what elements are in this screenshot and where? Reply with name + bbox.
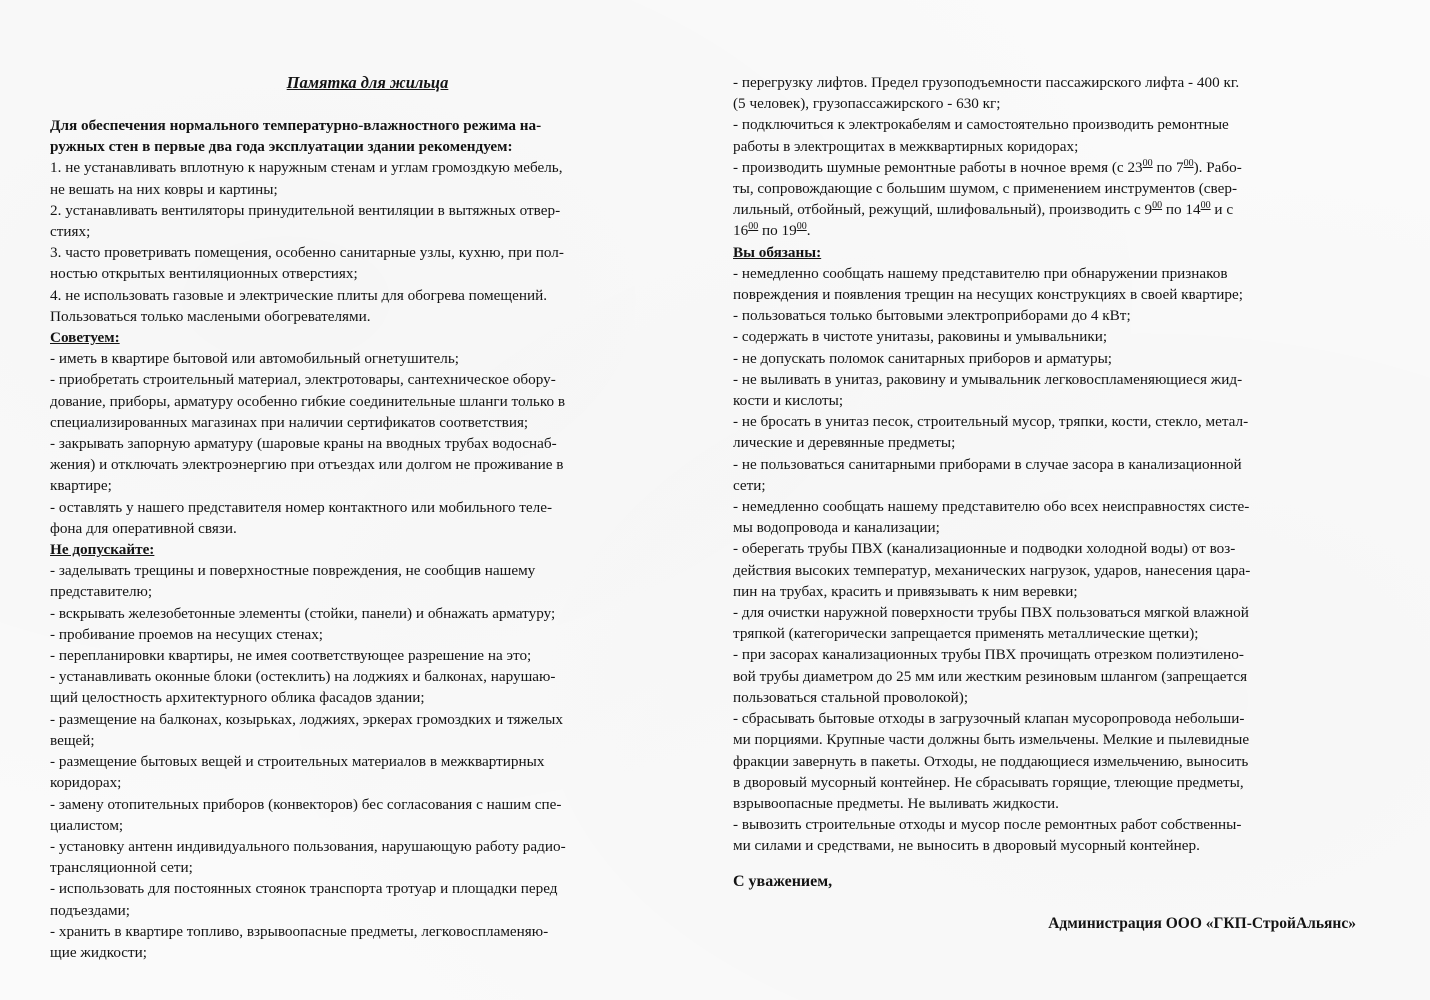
forbid-line: трансляционной сети;: [50, 859, 193, 877]
forbid-cont-line: - подключиться к электрокабелям и самостоятельно производить ремонтные: [733, 116, 1229, 134]
advise-line: - оставлять у нашего представителя номер контактного или мобильного теле-: [50, 498, 553, 516]
greeting: С уважением,: [733, 873, 833, 890]
must-line: - не бросать в унитаз песок, строительный мусор, тряпки, кости, стекло, метал-: [733, 413, 1249, 431]
noise-text: ). Рабо-: [1193, 158, 1242, 176]
must-line: лические и деревянные предметы;: [733, 434, 956, 452]
noise-text: .: [806, 222, 811, 240]
must-line: - немедленно сообщать нашему представителю обо всех неисправностях систе-: [733, 498, 1250, 516]
forbid-cont-line: - перегрузку лифтов. Предел грузоподъемности пассажирского лифта - 400 кг.: [733, 74, 1240, 91]
must-line: - пользоваться только бытовыми электроприборами до 4 кВт;: [733, 307, 1131, 325]
recommend-line: 3. часто проветривать помещения, особенно санитарные узлы, кухню, при пол-: [50, 244, 564, 262]
noise-text: 16: [733, 222, 749, 240]
recommend-list: [50, 157, 675, 327]
advise-line: - иметь в квартире бытовой или автомобильный огнетушитель;: [50, 350, 459, 368]
must-line: - при засорах канализационных трубы ПВХ прочищать отрезком полиэтилено-: [733, 646, 1244, 664]
forbid-line: коридорах;: [50, 774, 122, 792]
recommend-line: Пользоваться только маслеными обогревателями.: [50, 307, 371, 325]
must-line: - не выливать в унитаз, раковину и умывальник легковоспламеняющиеся жид-: [733, 370, 1243, 388]
recommend-line: 2. устанавливать вентиляторы принудительной вентиляции в вытяжных отвер-: [50, 201, 561, 219]
noise-text: - производить шумные ремонтные работы в ночное время (с 23: [733, 158, 1143, 176]
advise-line: дование, приборы, арматуру особенно гибкие соединительные шланги только в: [50, 392, 566, 410]
forbid-line: щий целостность архитектурного облика фасадов здании;: [50, 689, 425, 707]
must-list: [733, 263, 1351, 857]
forbid-line: - пробивание проемов на несущих стенах;: [50, 625, 324, 643]
must-line: в дворовый мусорный контейнер. Не сбрасывать горящие, тлеющие предметы,: [733, 773, 1244, 791]
noise-text: и с: [1210, 201, 1234, 219]
must-line: сети;: [733, 476, 766, 494]
must-line: пользоваться стальной проволокой);: [733, 688, 969, 706]
forbid-cont-line: работы в электрощитах в межквартирных коридорах;: [733, 137, 1079, 155]
forbid-heading: Не допускайте:: [50, 541, 155, 559]
time-superscript: 00: [1183, 157, 1194, 169]
forbid-line: подъездами;: [50, 901, 130, 919]
right-column: [733, 72, 1351, 857]
forbid-line: щие жидкости;: [50, 943, 148, 961]
must-line: тряпкой (категорически запрещается применять металлические щетки);: [733, 625, 1199, 643]
forbid-list: [50, 560, 675, 963]
advise-list: [50, 348, 675, 539]
must-line: вой трубы диаметром до 25 мм или жестким резиновым шлангом (запрещается: [733, 667, 1248, 685]
recommend-line: ностью открытых вентиляционных отверстиях;: [50, 265, 358, 283]
advise-line: жения) и отключать электроэнергию при отъездах или долгом не проживание в: [50, 456, 564, 474]
left-column: [50, 72, 675, 963]
forbid-cont-line: (5 человек), грузопассажирского - 630 кг;: [733, 95, 1001, 113]
must-line: повреждения и появления трещин на несущих конструкциях в своей квартире;: [733, 286, 1243, 304]
time-superscript: 00: [1152, 200, 1163, 212]
noise-line-3: [733, 199, 1351, 220]
forbid-line: - хранить в квартире топливо, взрывоопасные предметы, легковоспламеняю-: [50, 922, 549, 940]
must-line: кости и кислоты;: [733, 392, 844, 410]
forbid-line: - установку антенн индивидуального пользования, нарушающую работу радио-: [50, 837, 566, 855]
forbid-line: вещей;: [50, 731, 95, 749]
must-line: - содержать в чистоте унитазы, раковины и умывальники;: [733, 328, 1108, 346]
forbid-line: - размещение на балконах, козырьках, лоджиях, эркерах громоздких и тяжелых: [50, 710, 563, 728]
time-superscript: 00: [748, 221, 759, 233]
noise-text: по 7: [1152, 158, 1184, 176]
must-line: мы водопровода и канализации;: [733, 519, 940, 537]
must-line: - для очистки наружной поверхности трубы ПВХ пользоваться мягкой влажной: [733, 604, 1249, 622]
forbid-line: - замену отопительных приборов (конвекторов) бес согласования с нашим спе-: [50, 795, 562, 813]
noise-text: по 19: [758, 222, 797, 240]
must-line: - сбрасывать бытовые отходы в загрузочный клапан мусоропровода небольши-: [733, 710, 1245, 728]
noise-line-1: [733, 157, 1351, 178]
forbid-line: - размещение бытовых вещей и строительных материалов в межквартирных: [50, 753, 545, 771]
forbid-line: - устанавливать оконные блоки (остеклить) на лоджиях и балконах, нарушаю-: [50, 668, 556, 686]
forbid-line: - заделывать трещины и поверхностные повреждения, не сообщив нашему: [50, 562, 536, 580]
must-line: взрывоопасные предметы. Не выливать жидкости.: [733, 794, 1059, 812]
must-heading: Вы обязаны:: [733, 243, 822, 261]
forbid-line: представителю;: [50, 583, 153, 601]
must-line: - вывозить строительные отходы и мусор после ремонтных работ собственны-: [733, 816, 1242, 834]
recommend-line: 1. не устанавливать вплотную к наружным стенам и углам громоздкую мебель,: [50, 159, 563, 177]
advise-line: специализированных магазинах при наличии сертификатов соответствия;: [50, 413, 529, 431]
forbid-line: - использовать для постоянных стоянок транспорта тротуар и площадки перед: [50, 880, 558, 898]
time-superscript: 00: [1142, 157, 1153, 169]
intro-line: ружных стен в первые два года эксплуатации здании рекомендуем:: [50, 138, 513, 156]
noise-text: лильный, отбойный, режущий, шлифовальный), производить с 9: [733, 201, 1153, 219]
advise-line: - закрывать запорную арматуру (шаровые краны на вводных трубах водоснаб-: [50, 435, 557, 453]
advise-line: - приобретать строительный материал, электротовары, сантехническое обору-: [50, 371, 556, 389]
signature-administration: Администрация ООО «ГКП-СтройАльянс»: [1048, 915, 1356, 932]
must-line: фракции завернуть в пакеты. Отходы, не поддающиеся измельчению, выносить: [733, 752, 1249, 770]
advise-heading: Советуем:: [50, 329, 120, 347]
must-line: - оберегать трубы ПВХ (канализационные и подводки холодной воды) от воз-: [733, 540, 1236, 558]
intro-line: Для обеспечения нормального температурно-влажностного режима на-: [50, 117, 542, 134]
forbid-continued-list: [733, 72, 1351, 157]
page-title: Памятка для жильца: [286, 73, 449, 92]
advise-line: квартире;: [50, 477, 112, 495]
forbid-line: - вскрывать железобетонные элементы (стойки, панели) и обнажать арматуру;: [50, 604, 556, 622]
must-line: действия высоких температур, механических нагрузок, ударов, нанесения цара-: [733, 561, 1251, 579]
noise-line-2: ты, сопровождающие с большим шумом, с применением инструментов (свер-: [733, 180, 1238, 198]
must-line: - немедленно сообщать нашему представителю при обнаружении признаков: [733, 264, 1228, 282]
forbid-line: - перепланировки квартиры, не имея соответствующее разрешение на это;: [50, 647, 532, 665]
noise-line-4: [733, 220, 1351, 241]
recommend-line: стиях;: [50, 223, 91, 241]
must-line: ми силами и средствами, не выносить в дворовый мусорный контейнер.: [733, 837, 1200, 855]
advise-line: фона для оперативной связи.: [50, 519, 237, 537]
time-superscript: 00: [796, 221, 807, 233]
must-line: ми порциями. Крупные части должны быть измельчены. Мелкие и пылевидные: [733, 731, 1250, 749]
time-superscript: 00: [1200, 200, 1211, 212]
must-line: - не допускать поломок санитарных приборов и арматуры;: [733, 349, 1113, 367]
recommend-line: не вешать на них ковры и картины;: [50, 180, 278, 198]
must-line: пин на трубах, красить и привязывать к ним веревки;: [733, 582, 1078, 600]
forbid-line: циалистом;: [50, 816, 124, 834]
must-line: - не пользоваться санитарными приборами в случае засора в канализационной: [733, 455, 1242, 473]
recommend-line: 4. не использовать газовые и электрические плиты для обогрева помещений.: [50, 286, 548, 304]
intro-block: [50, 115, 675, 157]
noise-text: по 14: [1162, 201, 1201, 219]
